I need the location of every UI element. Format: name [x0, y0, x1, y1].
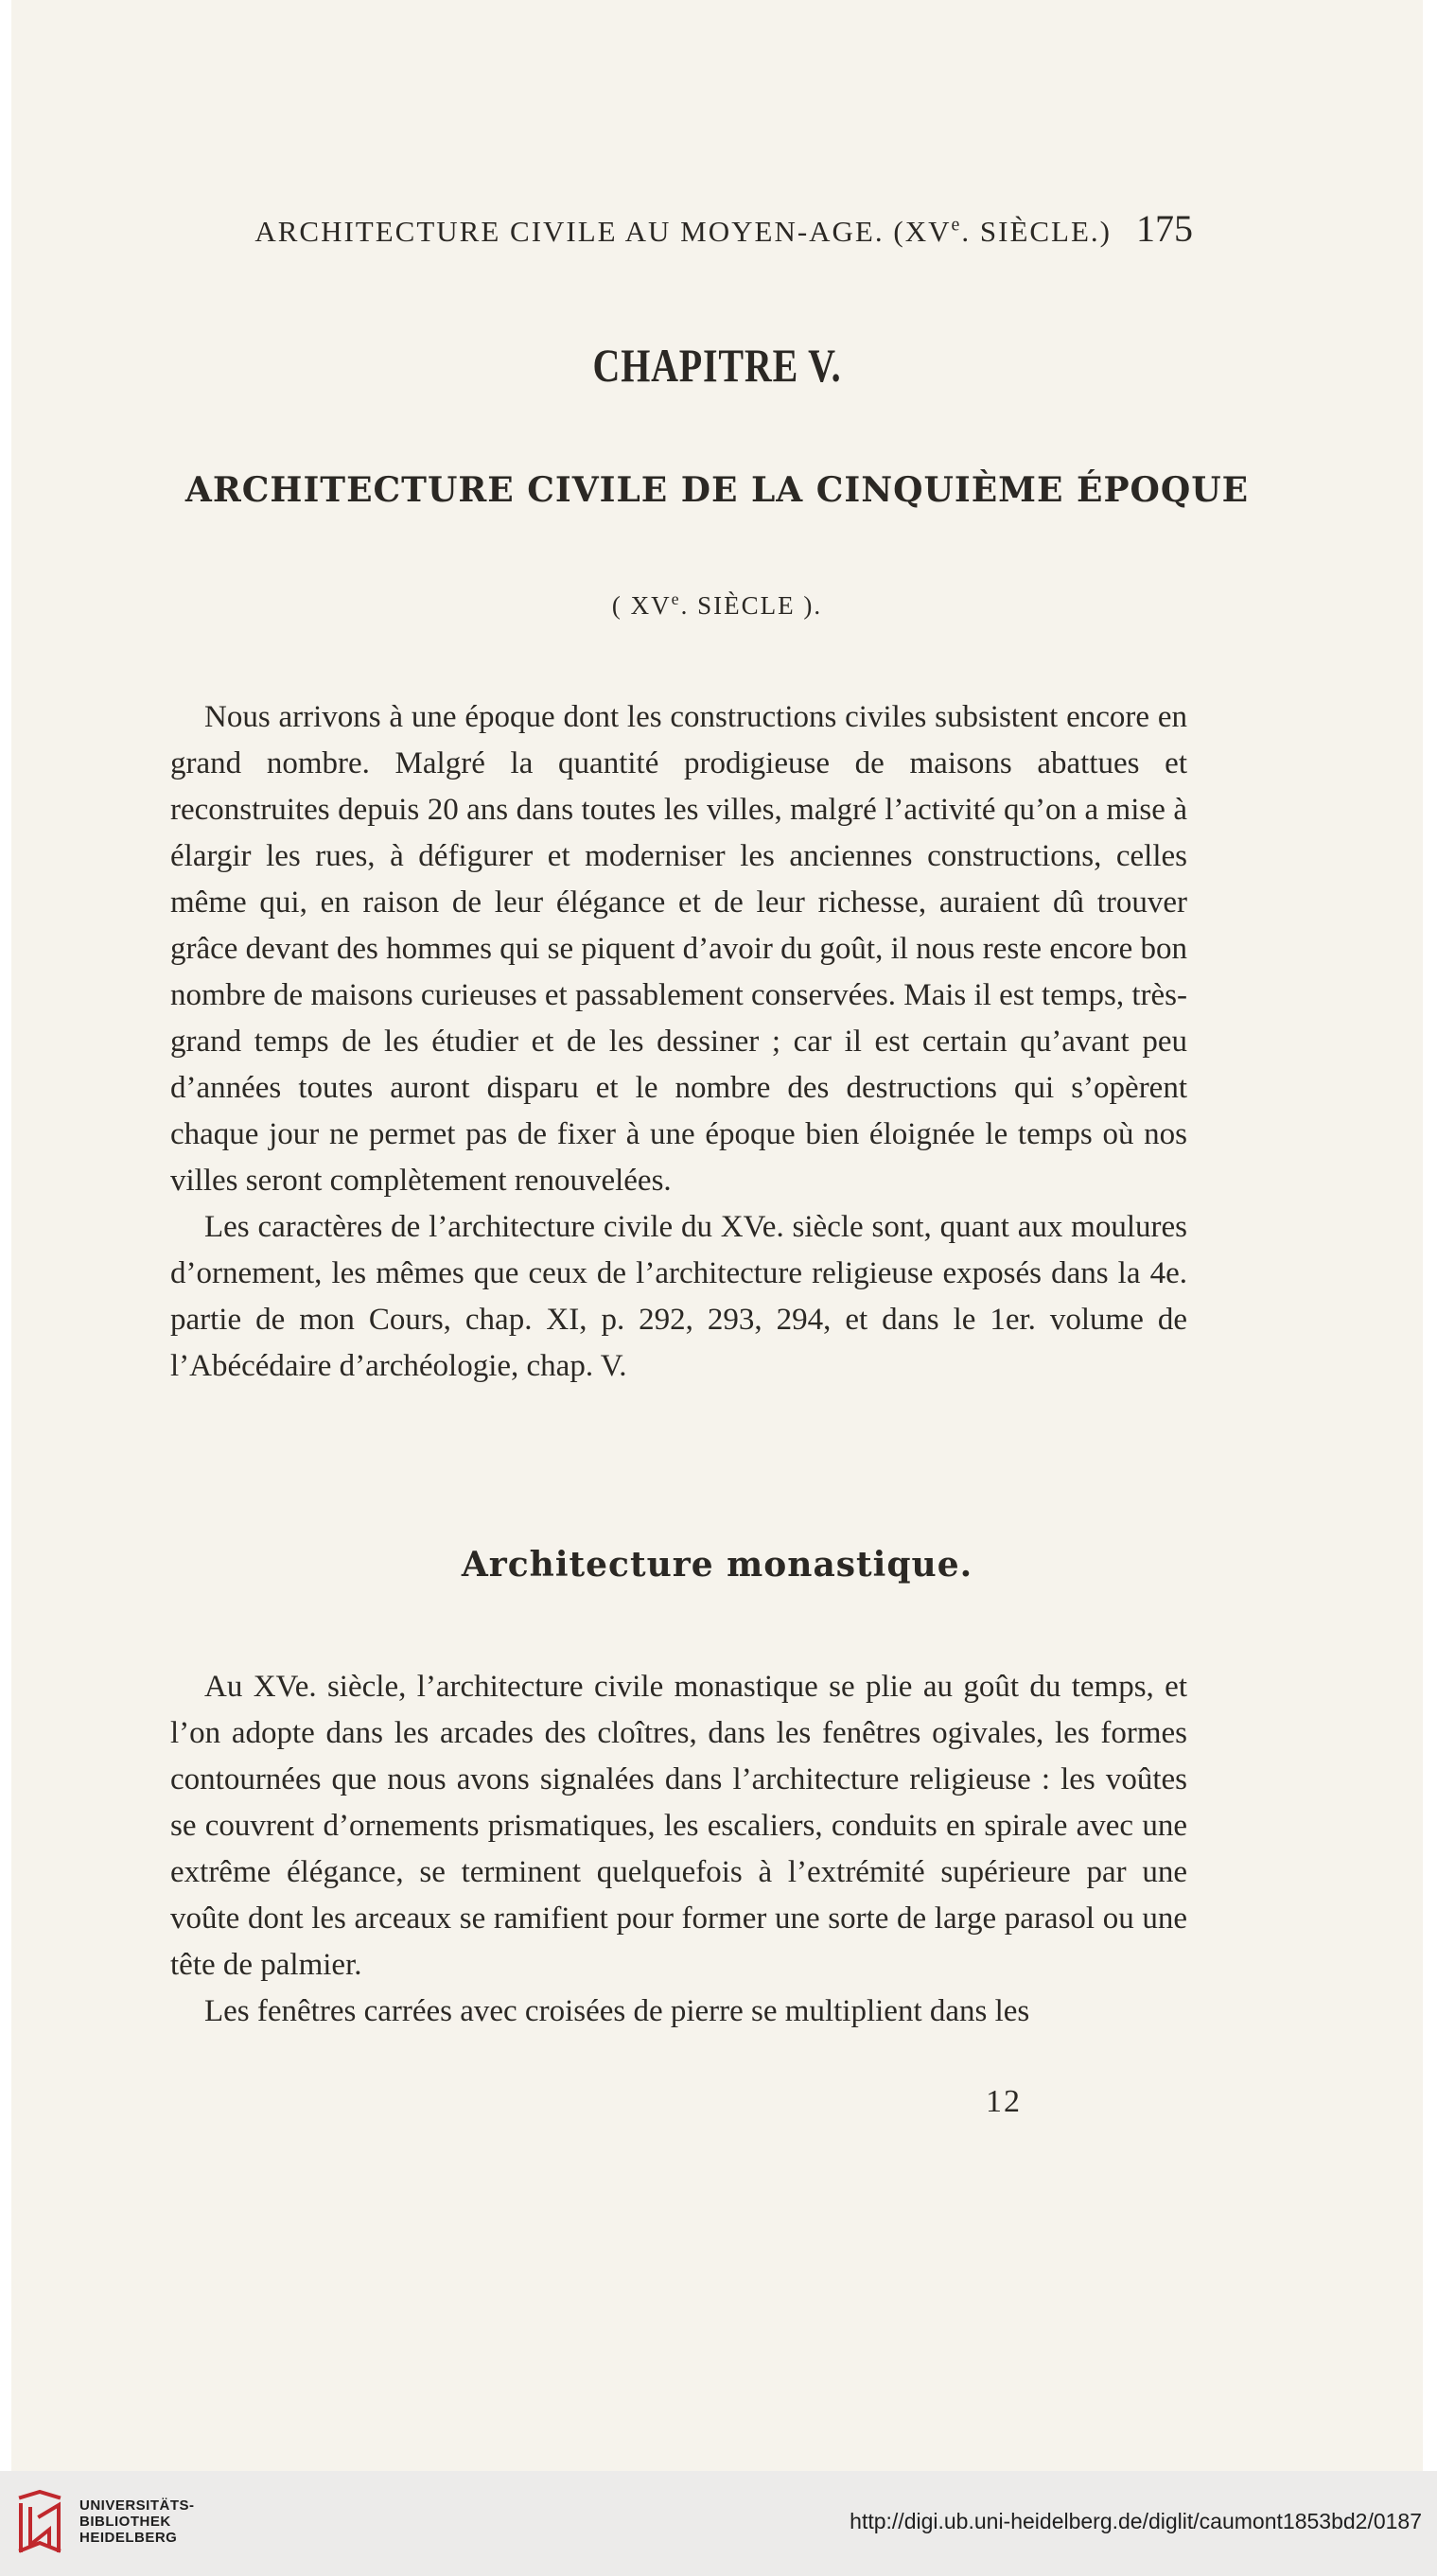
scanned-page [11, 0, 1423, 2471]
century-superscript: e [671, 589, 681, 608]
library-name [79, 2497, 195, 2546]
intro-text [170, 694, 1187, 1390]
paragraph: Au XVe. siècle, l’architecture civile monastique se plie au goût du temps, et l’on adopte dans les arcades des cloîtres, dans les fenêtres ogivales, les formes contournées que nous avons signalées dans l’architecture religieuse : les voûtes se couvrent d’ornements prismatiques, les escaliers, conduits en spirale avec une extrême élégance, se terminent quelquefois à l’extrémité supérieure par une voûte dont les arceaux se ramifient pour former une sorte de large parasol ou une tête de palmier. [170, 1670, 1187, 1982]
paragraph: Les fenêtres carrées avec croisées de pierre se multiplient dans les [204, 1994, 1030, 2028]
paragraph: Les caractères de l’architecture civile du XVe. siècle sont, quant aux moulures d’ornement, les mêmes que ceux de l’architecture religieuse exposés dans la 4e. partie de mon Cours, chap. XI, p. 292, 293, 294, et dans le 1er. volume de l’Abécédaire d’archéologie, chap. V. [170, 1210, 1187, 1383]
running-head-superscript: e [951, 214, 962, 236]
library-name-line: UNIVERSITÄTS- [79, 2497, 195, 2514]
paragraph: Nous arrivons à une époque dont les constructions civiles subsistent encore en grand nombre. Malgré la quantité prodigieuse de maisons abattues et reconstruites depuis 20 ans dans toutes les villes, malgré l’activité qu’on a mise à élargir les rues, à défigurer et moderniser les anciennes constructions, celles même qui, en raison de leur élégance et de leur richesse, auraient dû trouver grâce devant des hommes qui se piquent d’avoir du goût, il nous reste encore bon nombre de maisons curieuses et passablement conservées. Mais il est temps, très-grand temps de les étudier et de les dessiner ; car il est certain qu’avant peu d’années toutes auront disparu et le nombre des destructions qui s’opèrent chaque jour ne permet pas de fixer à une époque bien éloignée le temps où nos villes seront complètement renouvelées. [170, 700, 1187, 1198]
monastic-text [170, 1664, 1187, 2035]
footer-bar [0, 2471, 1437, 2576]
subhead: Architecture monastique. [461, 1545, 973, 1585]
library-name-line: BIBLIOTHEK [79, 2514, 171, 2530]
century-label [11, 589, 1423, 621]
page-number: 175 [1136, 207, 1193, 250]
section-title: ARCHITECTURE CIVILE DE LA CINQUIÈME ÉPOQUE [184, 470, 1250, 510]
running-head [11, 206, 1193, 251]
signature-mark: 12 [986, 2084, 1022, 2119]
chapter-title: CHAPITRE V. [592, 339, 842, 392]
heidelberg-library-logo-icon [15, 2488, 64, 2556]
source-url-link[interactable]: http://digi.ub.uni-heidelberg.de/diglit/caumont1853bd2/0187 [850, 2509, 1422, 2533]
running-head-suffix: . SIÈCLE.) [961, 215, 1112, 248]
library-name-line: HEIDELBERG [79, 2530, 178, 2546]
century-open: ( XV [611, 591, 672, 620]
running-head-text: ARCHITECTURE CIVILE AU MOYEN-AGE. (XV [254, 215, 952, 248]
century-close: . SIÈCLE ). [680, 591, 823, 620]
